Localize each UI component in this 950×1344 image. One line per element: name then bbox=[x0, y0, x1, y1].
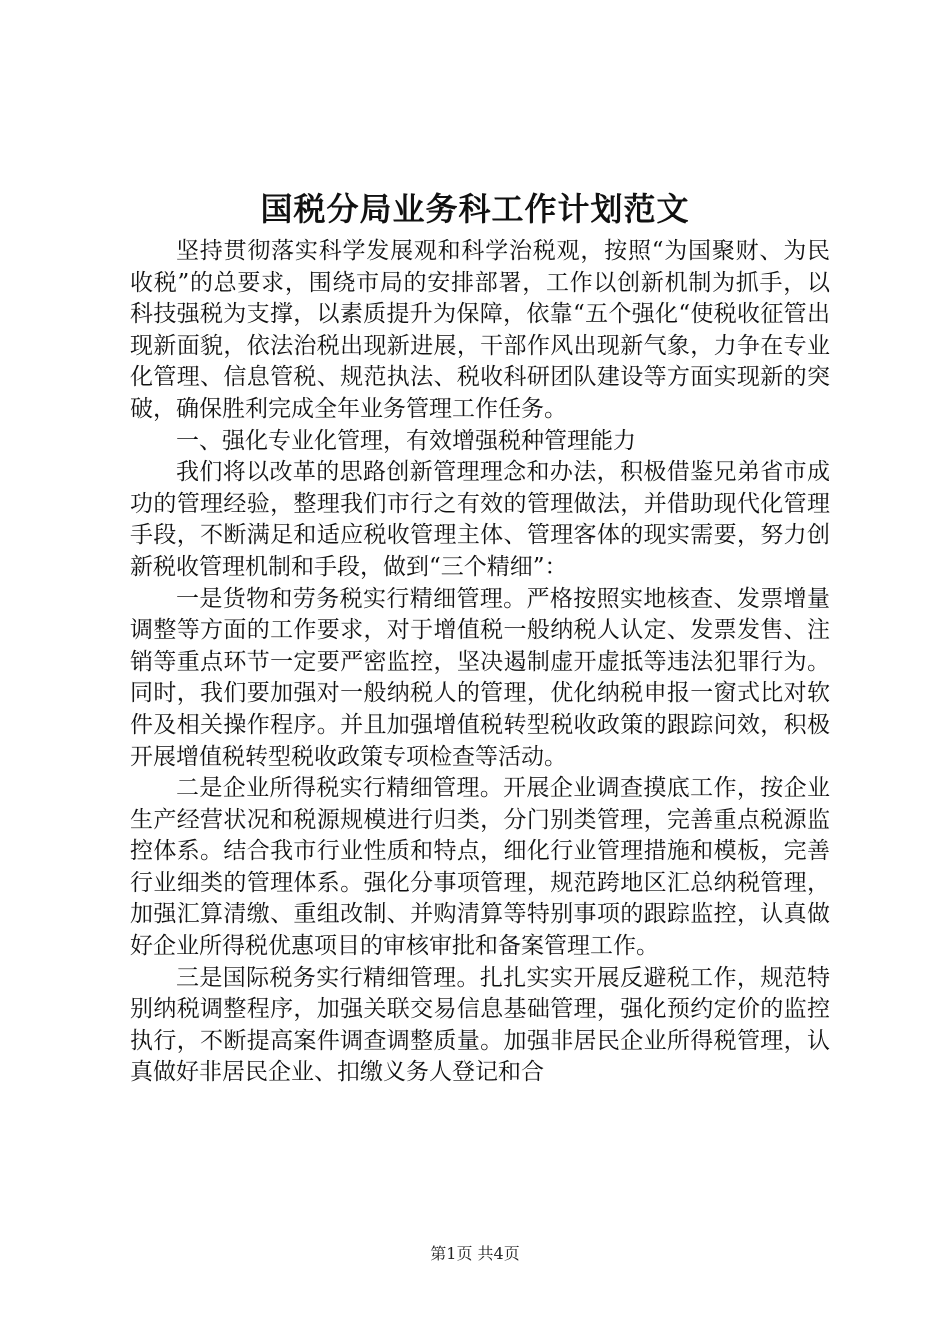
document-title: 国税分局业务科工作计划范文 bbox=[260, 190, 690, 228]
paragraph-intro: 坚持贯彻落实科学发展观和科学治税观，按照“为国聚财、为民收税”的总要求，围绕市局的安排部署，工作以创新机制为抓手，以科技强税为支撑，以素质提升为保障，依靠“五个强化“使税收征管出现新面貌，依法治税出现新进展，干部作风出现新气象，力争在专业化管理、信息管税、规范执法、税收科研团队建设等方面实现新的突破，确保胜利完成全年业务管理工作任务。 bbox=[130, 238, 830, 422]
page-number-footer: 第1页 共4页 bbox=[430, 1244, 520, 1263]
paragraph-corporate-income-tax: 二是企业所得税实行精细管理。开展企业调查摸底工作，按企业生产经营状况和税源规模进行归类，分门别类管理，完善重点税源监控体系。结合我市行业性质和特点，细化行业管理措施和模板，完善行业细类的管理体系。强化分事项管理，规范跨地区汇总纳税管理，加强汇算清缴、重组改制、并购清算等特别事项的跟踪监控，认真做好企业所得税优惠项目的审核审批和备案管理工作。 bbox=[130, 775, 830, 960]
paragraph-international-tax: 三是国际税务实行精细管理。扎扎实实开展反避税工作，规范特别纳税调整程序，加强关联交易信息基础管理，强化预约定价的监控执行，不断提高案件调查调整质量。加强非居民企业所得税管理，认真做好非居民企业、扣缴义务人登记和合 bbox=[130, 964, 830, 1086]
paragraph-section-1-intro: 我们将以改革的思路创新管理理念和办法，积极借鉴兄弟省市成功的管理经验，整理我们市行之有效的管理做法，并借助现代化管理手段，不断满足和适应税收管理主体、管理客体的现实需要，努力创新税收管理机制和手段，做到“三个精细”： bbox=[130, 459, 830, 580]
paragraph-goods-services-tax: 一是货物和劳务税实行精细管理。严格按照实地核查、发票增量调整等方面的工作要求，对于增值税一般纳税人认定、发票发售、注销等重点环节一定要严密监控，坚决遏制虚开虚抵等违法犯罪行为。同时，我们要加强对一般纳税人的管理，优化纳税申报一窗式比对软件及相关操作程序。并且加强增值税转型税收政策的跟踪问效，积极开展增值税转型税收政策专项检查等活动。 bbox=[130, 585, 830, 770]
section-heading-1: 一、强化专业化管理，有效增强税种管理能力 bbox=[176, 427, 636, 454]
document-body bbox=[130, 236, 830, 1089]
